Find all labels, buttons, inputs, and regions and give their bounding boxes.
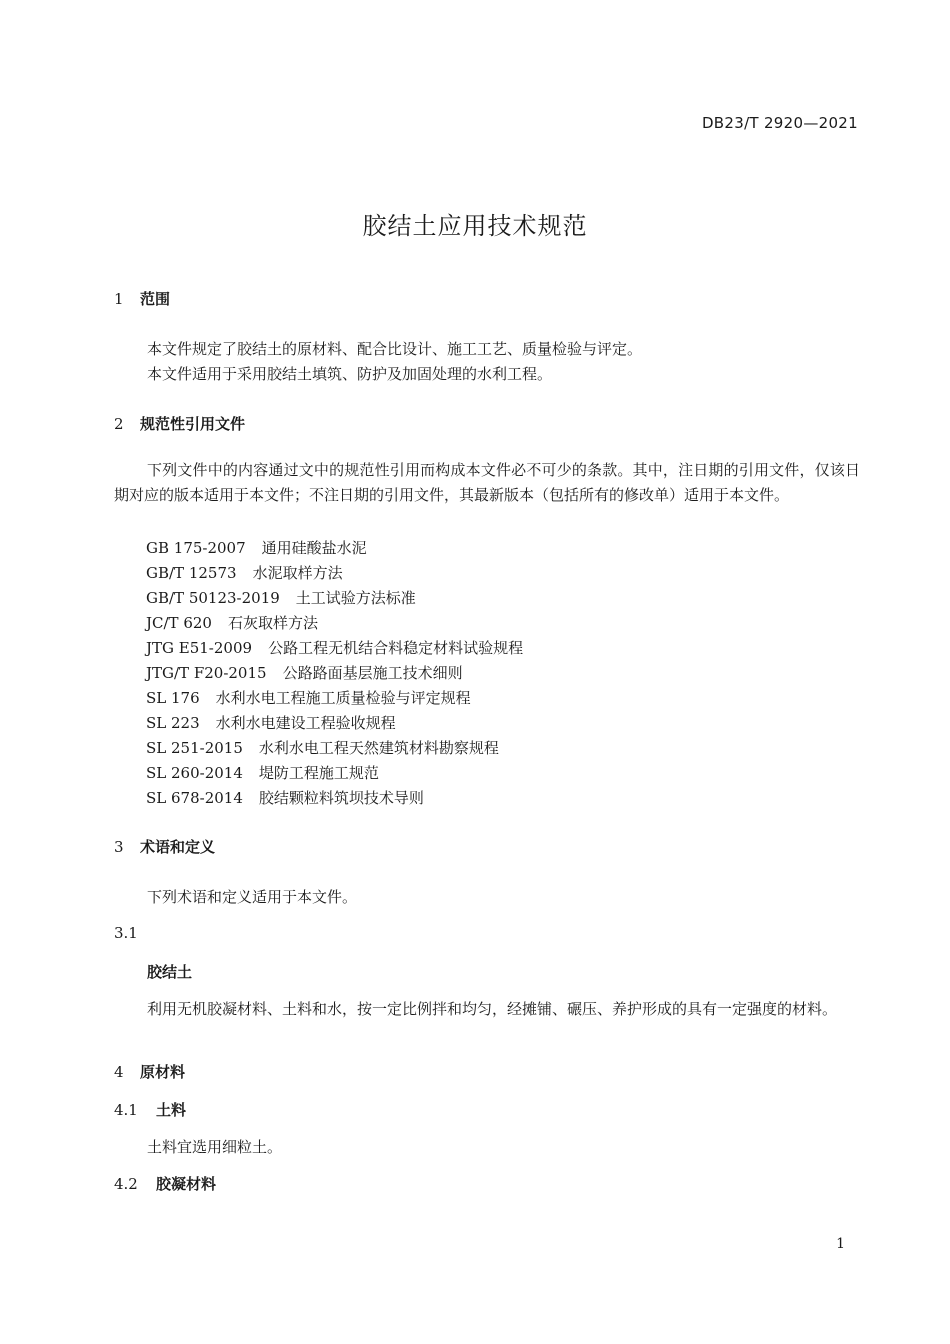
reference-name: 水利水电工程施工质量检验与评定规程: [215, 689, 471, 707]
reference-code: JC/T 620: [146, 614, 212, 632]
section-4-1-title: 土料: [156, 1101, 187, 1119]
section-4-2-title: 胶凝材料: [156, 1175, 217, 1193]
standard-code: DB23/T 2920—2021: [701, 114, 858, 132]
reference-name: 土工试验方法标准: [295, 589, 416, 607]
reference-code: SL 223: [146, 714, 200, 732]
section-3-number: 3: [114, 838, 124, 856]
reference-item: [146, 587, 416, 608]
reference-code: SL 176: [146, 689, 200, 707]
reference-name: 石灰取样方法: [227, 614, 318, 632]
reference-item: [146, 712, 396, 733]
reference-name: 公路路面基层施工技术细则: [282, 664, 463, 682]
section-1-paragraph-2: 本文件适用于采用胶结土填筑、防护及加固处理的水利工程。: [147, 365, 553, 383]
reference-item: [146, 662, 463, 683]
section-4-1-heading: [114, 1099, 186, 1120]
section-3-title: 术语和定义: [140, 838, 216, 856]
section-4-1-number: 4.1: [114, 1101, 138, 1119]
reference-item: [146, 562, 343, 583]
section-3-1-number: 3.1: [114, 924, 138, 942]
reference-item: [146, 787, 424, 808]
reference-code: GB/T 12573: [146, 564, 237, 582]
page-number: 1: [836, 1236, 845, 1252]
section-2-intro: 下列文件中的内容通过文中的规范性引用而构成本文件必不可少的条款。其中，注日期的引用文件，仅该日期对应的版本适用于本文件；不注日期的引用文件，其最新版本（包括所有的修改单）适用于本文件。: [114, 461, 860, 504]
reference-code: GB/T 50123-2019: [146, 589, 280, 607]
reference-code: GB 175-2007: [146, 539, 246, 557]
term-name: 胶结土: [147, 963, 193, 981]
section-1-title: 范围: [140, 290, 171, 308]
reference-item: [146, 537, 367, 558]
reference-name: 通用硅酸盐水泥: [261, 539, 367, 557]
reference-name: 堤防工程施工规范: [258, 764, 379, 782]
section-4-heading: [114, 1061, 185, 1082]
section-3-intro: 下列术语和定义适用于本文件。: [147, 888, 358, 906]
reference-name: 胶结颗粒料筑坝技术导则: [258, 789, 424, 807]
term-definition: 利用无机胶凝材料、土料和水，按一定比例拌和均匀，经摊铺、碾压、养护形成的具有一定强度的材料。: [147, 1000, 838, 1018]
section-1-paragraph-1: 本文件规定了胶结土的原材料、配合比设计、施工工艺、质量检验与评定。: [147, 340, 643, 358]
reference-code: SL 260-2014: [146, 764, 243, 782]
reference-code: SL 678-2014: [146, 789, 243, 807]
reference-code: JTG E51-2009: [146, 639, 253, 657]
section-3-heading: [114, 836, 215, 857]
section-4-2-number: 4.2: [114, 1175, 138, 1193]
reference-code: JTG/T F20-2015: [146, 664, 267, 682]
reference-code: SL 251-2015: [146, 739, 243, 757]
reference-item: [146, 737, 499, 758]
reference-name: 水泥取样方法: [252, 564, 343, 582]
section-1-heading: [114, 288, 170, 309]
section-4-2-heading: [114, 1173, 216, 1194]
reference-item: [146, 762, 379, 783]
section-2-heading: [114, 413, 245, 434]
section-2-number: 2: [114, 415, 124, 433]
reference-name: 水利水电建设工程验收规程: [215, 714, 396, 732]
section-4-number: 4: [114, 1063, 124, 1081]
reference-name: 公路工程无机结合料稳定材料试验规程: [268, 639, 524, 657]
document-title: 胶结土应用技术规范: [362, 212, 588, 240]
reference-name: 水利水电工程天然建筑材料勘察规程: [258, 739, 499, 757]
section-1-number: 1: [114, 290, 124, 308]
section-2-title: 规范性引用文件: [140, 415, 246, 433]
reference-item: [146, 637, 523, 658]
section-4-title: 原材料: [140, 1063, 186, 1081]
section-4-1-text: 土料宜选用细粒土。: [147, 1138, 283, 1156]
reference-item: [146, 687, 471, 708]
reference-item: [146, 612, 318, 633]
